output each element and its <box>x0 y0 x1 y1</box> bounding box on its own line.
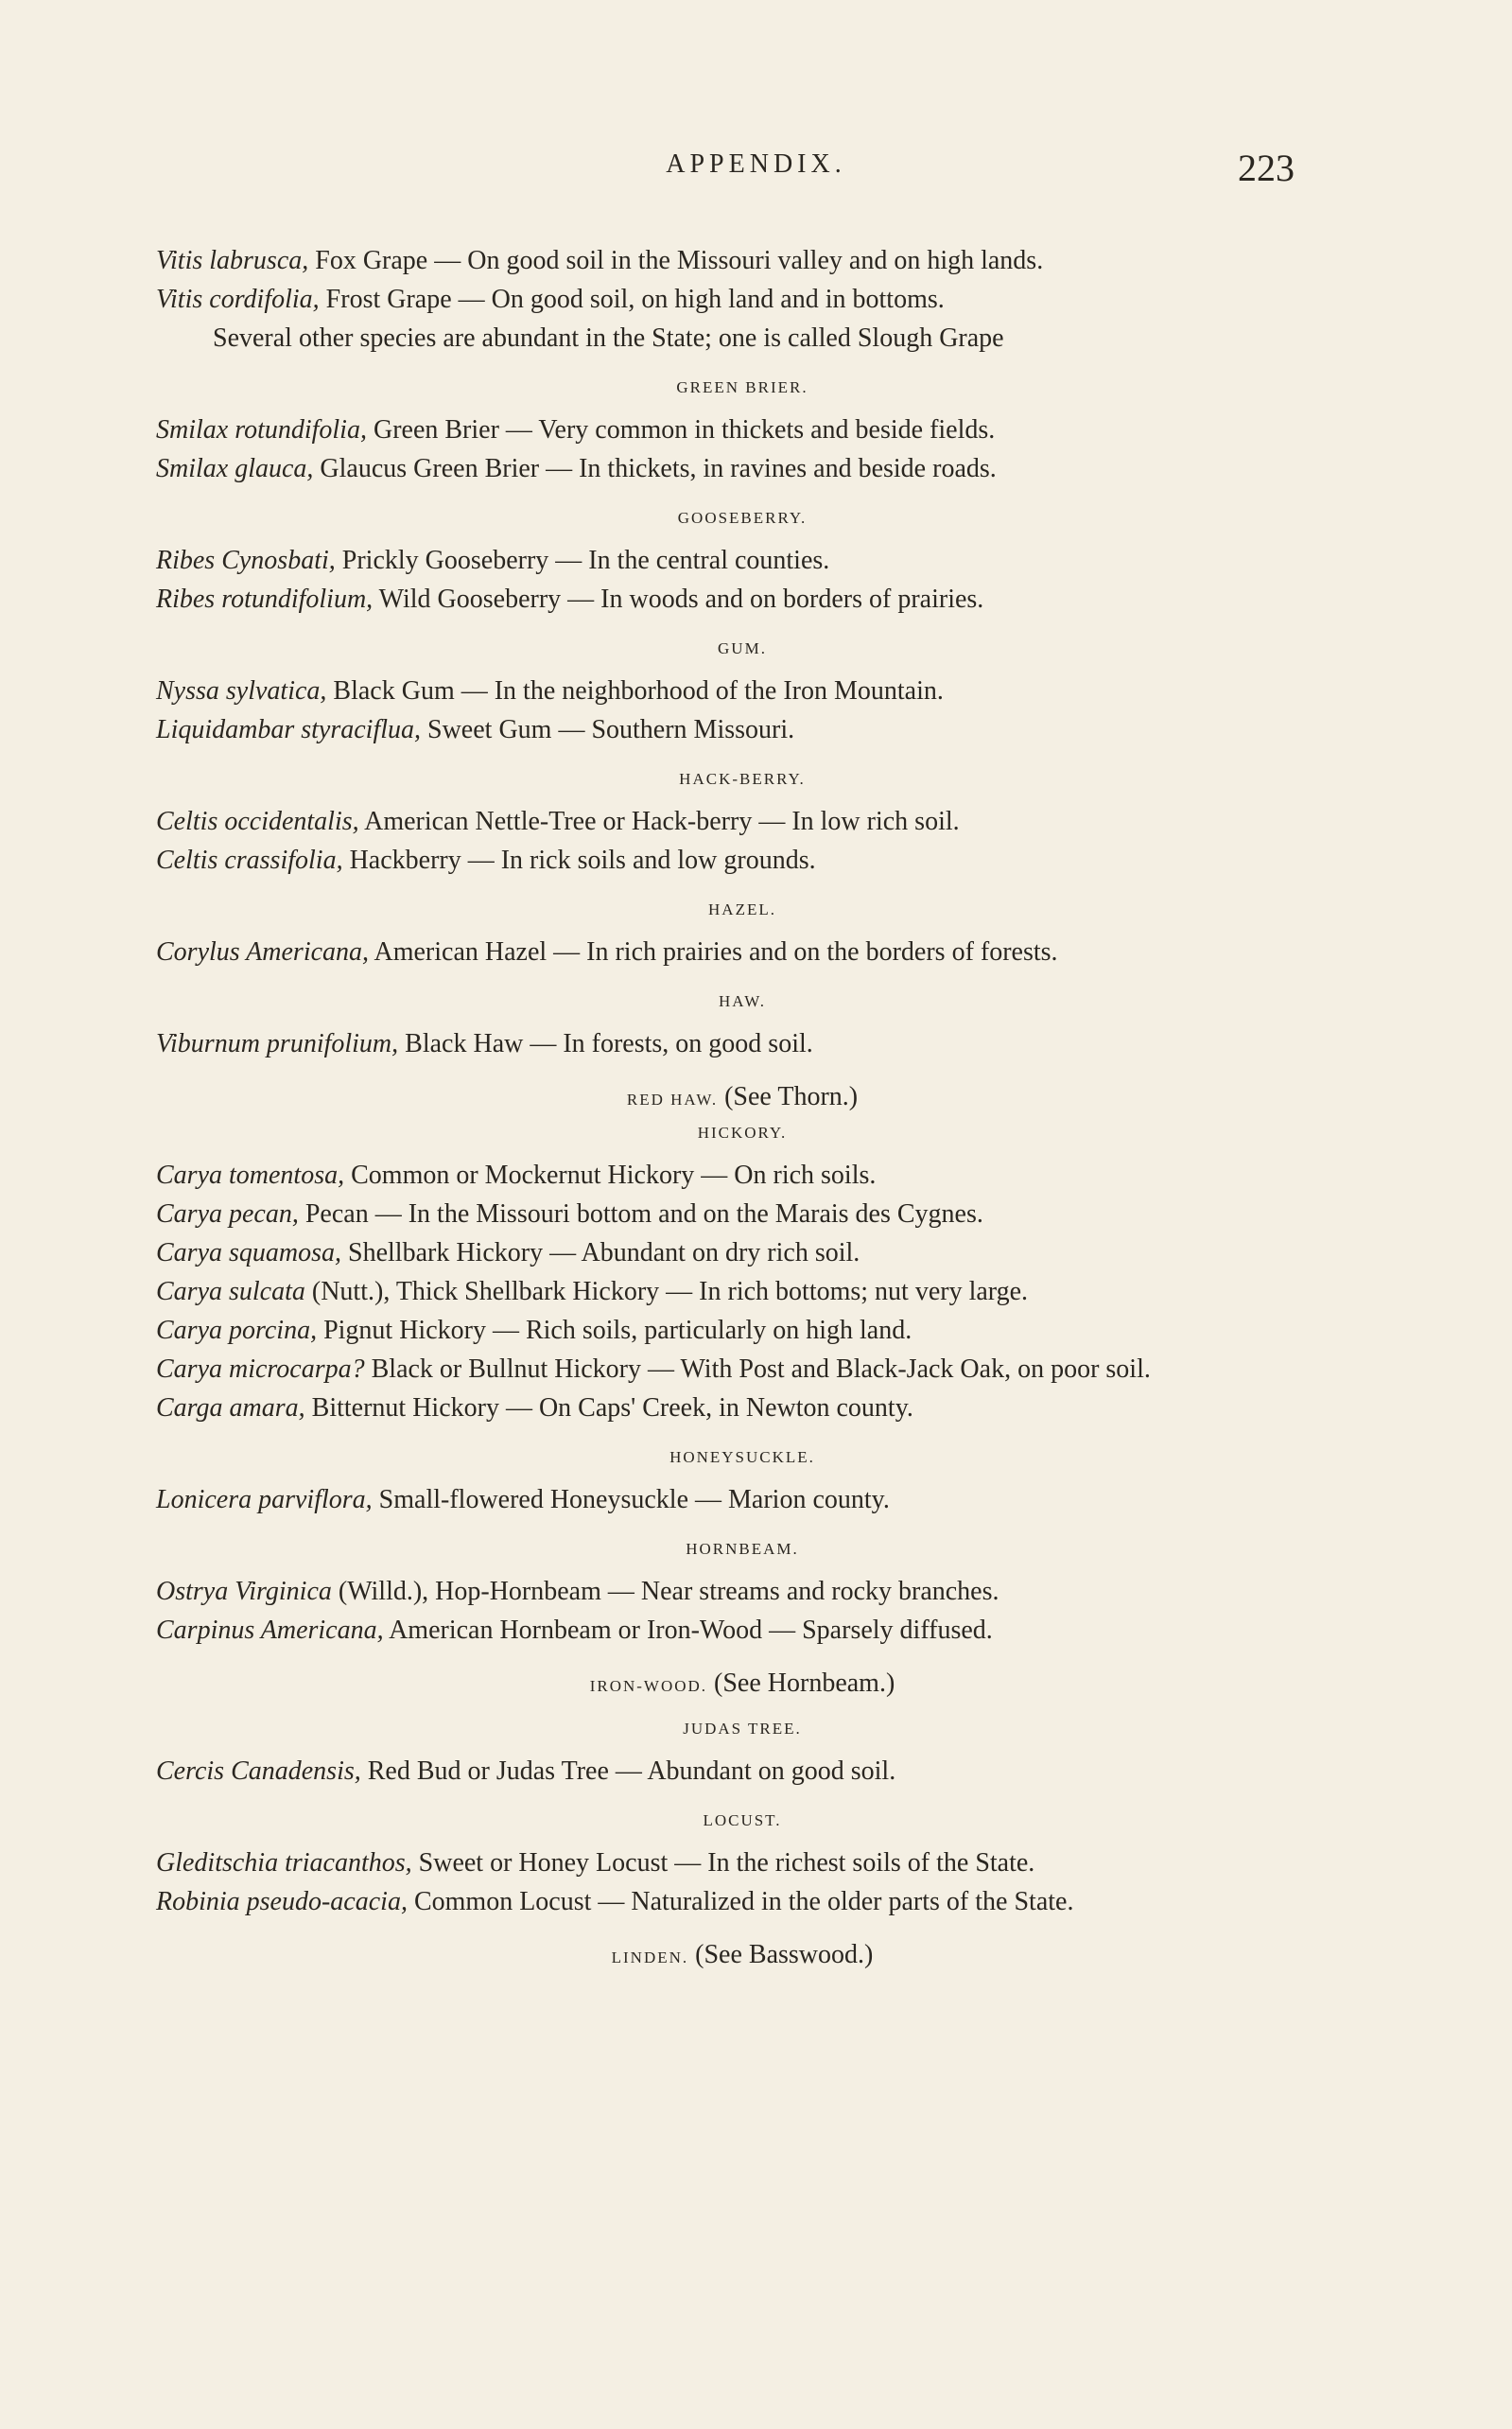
entry-text: American Hazel — In rich prairies and on the borders of forests. <box>369 937 1058 967</box>
entry-viburnum-prunifolium <box>156 1024 1329 1063</box>
scientific-name: Lonicera parviflora, <box>156 1485 373 1514</box>
entry-text: Bitternut Hickory — On Caps' Creek, in Newton county. <box>304 1393 913 1423</box>
scientific-name: Smilax rotundifolia, <box>156 415 367 445</box>
entry-text: Sweet Gum — Southern Missouri. <box>421 715 795 744</box>
entry-text: Common Locust — Naturalized in the older parts of the State. <box>407 1887 1074 1916</box>
entry-nyssa-sylvatica <box>156 672 1329 710</box>
entry-vitis-labrusca <box>156 241 1329 280</box>
page-body <box>156 241 1329 1982</box>
entry-text: Small-flowered Honeysuckle — Marion county. <box>372 1485 890 1514</box>
scientific-name: Carya porcina, <box>156 1316 318 1345</box>
entry-ribes-rotundifolium <box>156 580 1329 619</box>
scientific-name: Carya pecan, <box>156 1199 299 1229</box>
entry-vitis-cordifolia <box>156 280 1329 319</box>
entry-text: American Hornbeam or Iron-Wood — Sparsely diffused. <box>383 1616 993 1645</box>
grape-note: Several other species are abundant in the State; one is called Slough Grape <box>213 323 1004 353</box>
entry-robinia-pseudo-acacia <box>156 1882 1329 1921</box>
entry-liquidambar-styraciflua <box>156 710 1329 749</box>
scientific-name: Carya microcarpa? <box>156 1354 365 1384</box>
scientific-name: Carya tomentosa, <box>156 1161 345 1190</box>
scientific-name: Carya squamosa, <box>156 1238 342 1267</box>
cross-reference-red-haw <box>156 1082 1329 1112</box>
cross-reference-heading: RED HAW. <box>626 1091 719 1109</box>
scientific-name: Smilax glauca, <box>156 454 314 483</box>
entry-ostrya-virginica <box>156 1572 1329 1611</box>
section-heading-hickory: HICKORY. <box>697 1124 788 1142</box>
scientific-name: Corylus Americana, <box>156 937 370 967</box>
entry-carya-squamosa <box>156 1233 1329 1272</box>
entry-cercis-canadensis <box>156 1752 1329 1791</box>
entry-text: Glaucus Green Brier — In thickets, in ravines and beside roads. <box>313 454 997 483</box>
section-heading-judas-tree: JUDAS TREE. <box>683 1720 802 1738</box>
entry-celtis-occidentalis <box>156 802 1329 841</box>
entry-celtis-crassifolia <box>156 841 1329 880</box>
cross-reference-text: (See Hornbeam.) <box>707 1669 895 1698</box>
entry-text: Sweet or Honey Locust — In the richest soils of the State. <box>411 1848 1035 1878</box>
scientific-name: Liquidambar styraciflua, <box>156 715 422 744</box>
entry-text: Prickly Gooseberry — In the central counties. <box>335 546 830 575</box>
scientific-name: Cercis Canadensis, <box>156 1756 361 1786</box>
entry-carya-microcarpa <box>156 1350 1366 1389</box>
entry-text: Pecan — In the Missouri bottom and on the Marais des Cygnes. <box>298 1199 983 1229</box>
cross-reference-heading: IRON-WOOD. <box>589 1677 708 1695</box>
entry-smilax-rotundifolia <box>156 411 1329 449</box>
scientific-name: Ribes rotundifolium, <box>156 585 374 614</box>
section-heading-hornbeam: HORNBEAM. <box>686 1540 799 1558</box>
page-number: 223 <box>1238 147 1295 189</box>
section-heading-green-brier: GREEN BRIER. <box>676 378 808 396</box>
scientific-name: Carya sulcata <box>156 1277 305 1306</box>
cross-reference-text: (See Thorn.) <box>718 1082 859 1111</box>
section-heading-haw: HAW. <box>719 992 766 1010</box>
cross-reference-linden <box>156 1940 1329 1970</box>
entry-text: Frost Grape — On good soil, on high land and in bottoms. <box>319 285 945 314</box>
entry-carya-porcina <box>156 1311 1329 1350</box>
entry-text: (Nutt.), Thick Shellbark Hickory — In rich bottoms; nut very large. <box>304 1277 1029 1306</box>
entry-text: Black or Bullnut Hickory — With Post and Black-Jack Oak, on poor soil. <box>364 1354 1151 1384</box>
entry-smilax-glauca <box>156 449 1329 488</box>
section-heading-locust: LOCUST. <box>703 1811 782 1829</box>
entry-carya-sulcata <box>156 1272 1329 1311</box>
entry-text: Common or Mockernut Hickory — On rich soils. <box>344 1161 877 1190</box>
entry-text: Wild Gooseberry — In woods and on borders of prairies. <box>373 585 984 614</box>
cross-reference-heading: LINDEN. <box>611 1948 689 1966</box>
scientific-name: Celtis crassifolia, <box>156 846 343 875</box>
entry-text: (Willd.), Hop-Hornbeam — Near streams and rocky branches. <box>331 1577 999 1606</box>
entry-gleditschia-triacanthos <box>156 1844 1329 1882</box>
entry-ribes-cynosbati <box>156 541 1329 580</box>
section-heading-honeysuckle: HONEYSUCKLE. <box>669 1448 815 1466</box>
entry-text: Hackberry — In rick soils and low grounds. <box>342 846 816 875</box>
scientific-name: Celtis occidentalis, <box>156 807 359 836</box>
entry-corylus-americana <box>156 933 1329 971</box>
scientific-name: Robinia pseudo-acacia, <box>156 1887 408 1916</box>
entry-lonicera-parviflora <box>156 1480 1329 1519</box>
cross-reference-text: (See Basswood.) <box>688 1940 874 1969</box>
section-heading-hackberry: HACK-BERRY. <box>679 770 806 788</box>
entry-carpinus-americana <box>156 1611 1329 1650</box>
scientific-name: Viburnum prunifolium, <box>156 1029 399 1058</box>
page-header <box>0 142 1512 199</box>
scientific-name: Carpinus Americana, <box>156 1616 384 1645</box>
entry-text: Red Bud or Judas Tree — Abundant on good soil. <box>360 1756 896 1786</box>
entry-text: Black Gum — In the neighborhood of the Iron Mountain. <box>326 676 944 706</box>
scientific-name: Carga amara, <box>156 1393 305 1423</box>
entry-text: Green Brier — Very common in thickets and beside fields. <box>366 415 996 445</box>
entry-text: Black Haw — In forests, on good soil. <box>398 1029 813 1058</box>
entry-carga-amara <box>156 1389 1329 1427</box>
entry-carya-tomentosa <box>156 1156 1329 1195</box>
cross-reference-iron-wood <box>156 1669 1329 1699</box>
section-heading-gooseberry: GOOSEBERRY. <box>677 509 808 527</box>
section-heading-hazel: HAZEL. <box>708 900 776 918</box>
scientific-name: Vitis labrusca, <box>156 246 309 275</box>
scientific-name: Ostrya Virginica <box>156 1577 332 1606</box>
scientific-name: Vitis cordifolia, <box>156 285 320 314</box>
entry-text: Shellbark Hickory — Abundant on dry rich soil. <box>341 1238 860 1267</box>
running-head: APPENDIX. <box>666 149 846 179</box>
entry-text: Fox Grape — On good soil in the Missouri valley and on high lands. <box>308 246 1044 275</box>
entry-text: Pignut Hickory — Rich soils, particularly on high land. <box>317 1316 912 1345</box>
entry-carya-pecan <box>156 1195 1329 1233</box>
section-heading-gum: GUM. <box>718 639 767 657</box>
entry-text: American Nettle-Tree or Hack-berry — In low rich soil. <box>358 807 960 836</box>
scientific-name: Nyssa sylvatica, <box>156 676 327 706</box>
scientific-name: Ribes Cynosbati, <box>156 546 336 575</box>
scientific-name: Gleditschia triacanthos, <box>156 1848 412 1878</box>
